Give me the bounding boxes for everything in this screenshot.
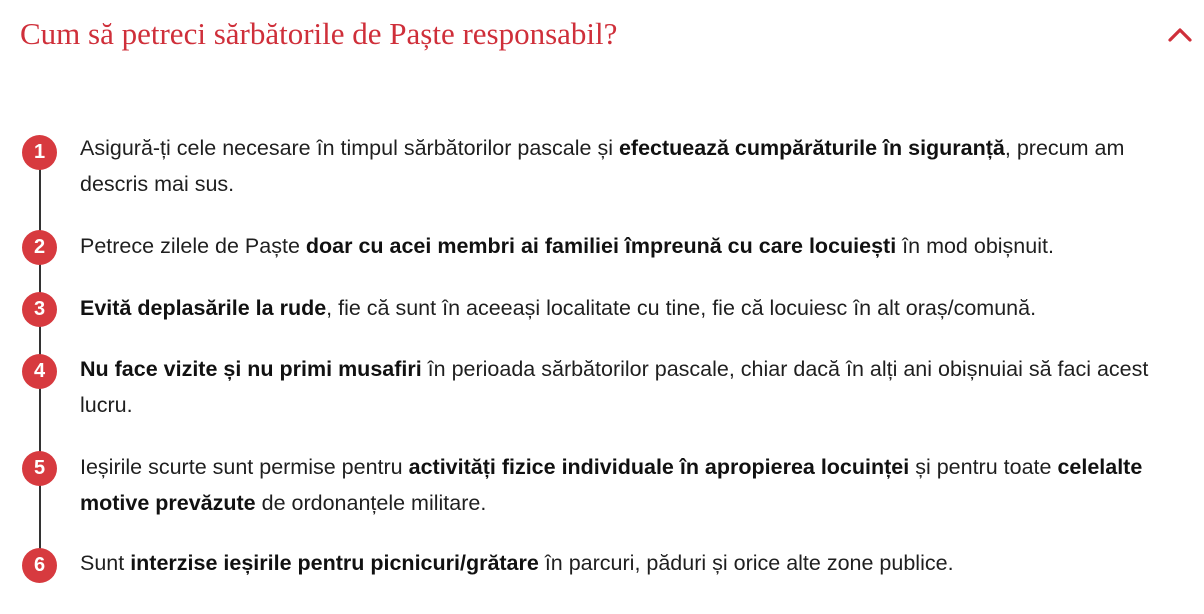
step-text-run: , fie că sunt în aceeași localitate cu tine, fie că locuiesc în alt oraș/comună.: [326, 296, 1037, 320]
step-text-emphasis: activități fizice individuale în apropierea locuinței: [408, 455, 910, 479]
step-number-badge: 1: [22, 135, 57, 170]
step-text-emphasis: Nu face vizite și nu primi musafiri: [80, 357, 422, 381]
step-number-badge: 6: [22, 548, 57, 583]
step-text: [80, 130, 1190, 202]
step-text-run: Asigură-ți cele necesare în timpul sărbătorilor pascale și: [80, 136, 619, 160]
step-text-emphasis: celelalte motive prevăzute: [80, 455, 1143, 515]
step-text-run: Sunt: [80, 551, 131, 575]
step-text: [80, 228, 1190, 264]
step-text-run: Ieșirile scurte sunt permise pentru: [80, 455, 409, 479]
step-text-run: și pentru toate: [909, 455, 1058, 479]
step-text-run: în parcuri, păduri și orice alte zone publice.: [538, 551, 954, 575]
step-text-emphasis: doar cu acei membri ai familiei împreună cu care locuiești: [305, 234, 897, 258]
step-text-run: în mod obișnuit.: [896, 234, 1054, 258]
step-text-run: Petrece zilele de Paște: [80, 234, 306, 258]
step-number-badge: 5: [22, 451, 57, 486]
step-text: [80, 351, 1190, 423]
step-text-run: , precum am descris mai sus.: [80, 136, 1125, 196]
step-text-run: de ordonanțele militare.: [255, 491, 487, 515]
step-text: [80, 290, 1190, 326]
step-number-badge: 2: [22, 230, 57, 265]
step-connector-line: [39, 153, 41, 549]
accordion-title: Cum să petreci sărbătorile de Paște responsabil?: [20, 16, 618, 51]
step-text-emphasis: Evită deplasările la rude: [80, 296, 327, 320]
step-number-badge: 3: [22, 292, 57, 327]
step-text-run: în perioada sărbătorilor pascale, chiar dacă în alți ani obișnuiai să faci acest lucru.: [80, 357, 1149, 417]
step-number-badge: 4: [22, 354, 57, 389]
step-text-emphasis: interzise ieșirile pentru picnicuri/grătare: [130, 551, 539, 575]
step-text-emphasis: efectuează cumpărăturile în siguranță: [618, 136, 1005, 160]
step-text: [80, 449, 1190, 521]
step-text: [80, 545, 1190, 581]
